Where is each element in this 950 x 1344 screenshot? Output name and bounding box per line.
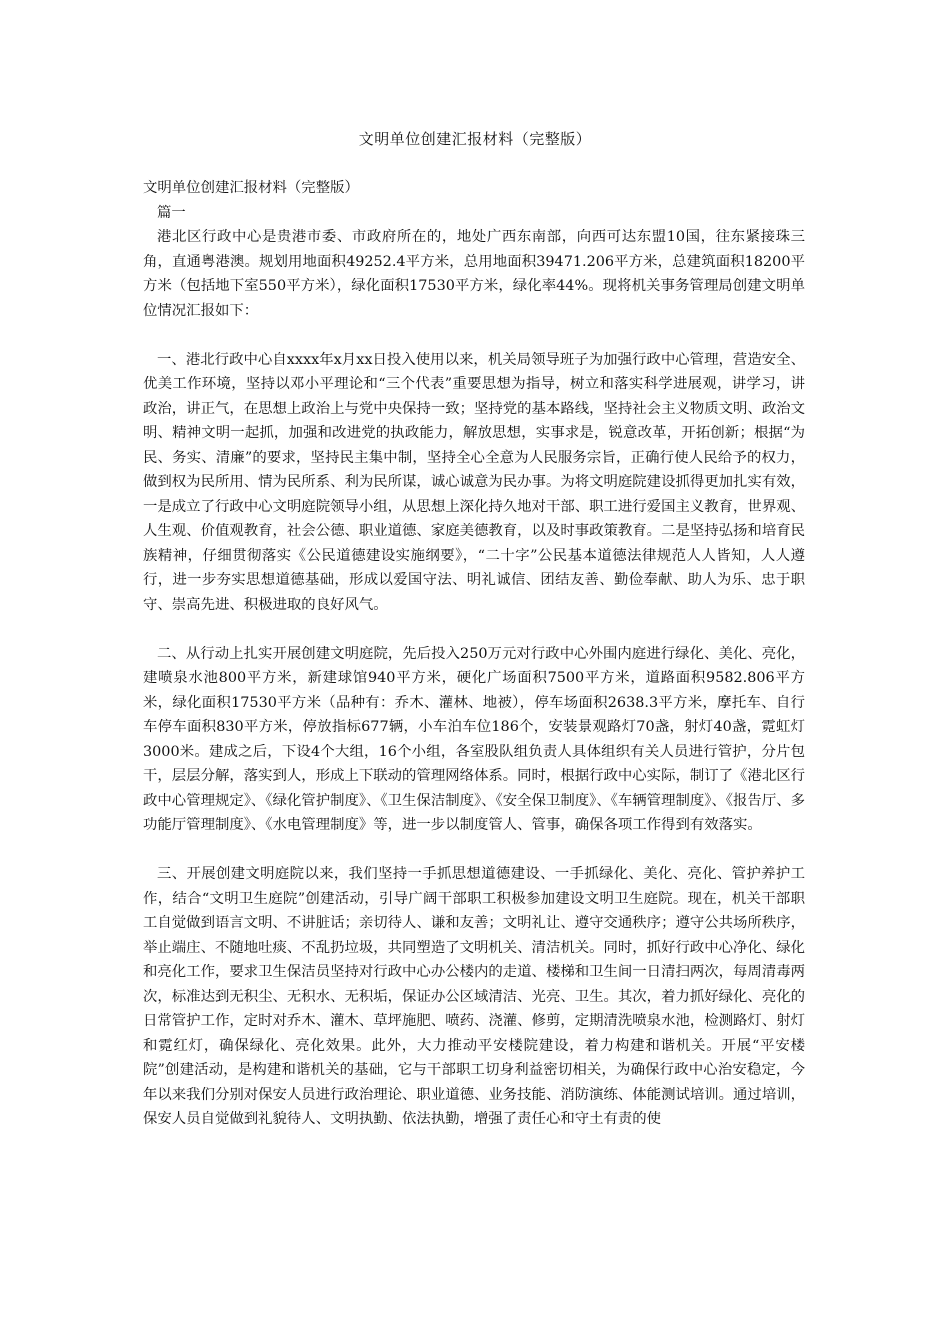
section-label: 篇一 (157, 204, 186, 221)
paragraph-gap (143, 617, 805, 642)
paragraph-gap (143, 838, 805, 863)
document-subtitle: 文明单位创建汇报材料（完整版） (143, 180, 359, 196)
paragraph-intro: 港北区行政中心是贵港市委、市政府所在的，地处广西东南部，向西可达东盟10国，往东紧接珠三角，直通粤港澳。规划用地面积49252.4平方米，总用地面积39471.206平方米，总建筑面积18200平方米（包括地下室550平方米），绿化面积17530平方米，绿化率44%。现将机关事务管理局创建文明单位情况汇报如下： (143, 229, 805, 319)
paragraph-gap (143, 323, 805, 348)
paragraph-section-3: 三、开展创建文明庭院以来，我们坚持一手抓思想道德建设、一手抓绿化、美化、亮化、管护养护工作，结合“文明卫生庭院”创建活动，引导广阔干部职工积极参加建设文明卫生庭院。现在，机关干部职工自觉做到语言文明、不讲脏话；亲切待人、谦和友善；文明礼让、遵守交通秩序；遵守公共场所秩序，举止端庄、不随地吐痰、不乱扔垃圾，共同塑造了文明机关、清洁机关。同时，抓好行政中心净化、绿化和亮化工作，要求卫生保洁员坚持对行政中心办公楼内的走道、楼梯和卫生间一日清扫两次，每周清毒两次，标准达到无积尘、无积水、无积垢，保证办公区域清洁、光亮、卫生。其次，着力抓好绿化、亮化的日常管护工作，定时对乔木、灌木、草坪施肥、喷药、浇灌、修剪，定期清洗喷泉水池，检测路灯、射灯和霓红灯，确保绿化、亮化效果。此外，大力推动平安楼院建设，着力构建和谐机关。开展“平安楼院”创建活动，是构建和谐机关的基础，它与干部职工切身利益密切相关，为确保行政中心治安稳定，今年以来我们分别对保安人员进行政治理论、职业道德、业务技能、消防演练、体能测试培训。通过培训，保安人员自觉做到礼貌待人、文明执勤、依法执勤，增强了责任心和守土有责的使 (143, 866, 805, 1127)
document-body (143, 176, 805, 1132)
paragraph-section-1: 一、港北行政中心自xxxx年x月xx日投入使用以来，机关局领导班子为加强行政中心管理，营造安全、优美工作环境，坚持以邓小平理论和“三个代表”重要思想为指导，树立和落实科学进展观，讲学习，讲政治，讲正气，在思想上政治上与党中央保持一致；坚持党的基本路线，坚持社会主义物质文明、政治文明、精神文明一起抓，加强和改进党的执政能力，解放思想，实事求是，锐意改革，开拓创新；根据“为民、务实、清廉”的要求，坚持民主集中制，坚持全心全意为人民服务宗旨，正确行使人民给予的权力，做到权为民所用、情为民所系、利为民所谋，诚心诚意为民办事。为将文明庭院建设抓得更加扎实有效，一是成立了行政中心文明庭院领导小组，从思想上深化持久地对干部、职工进行爱国主义教育，世界观、人生观、价值观教育，社会公德、职业道德、家庭美德教育，以及时事政策教育。二是坚持弘扬和培育民族精神，仔细贯彻落实《公民道德建设实施纲要》，“二十字”公民基本道德法律规范人人皆知，人人遵行，进一步夯实思想道德基础，形成以爱国守法、明礼诚信、团结友善、勤俭奉献、助人为乐、忠于职守、崇高先进、积极进取的良好风气。 (143, 351, 805, 613)
paragraph-section-2: 二、从行动上扎实开展创建文明庭院，先后投入250万元对行政中心外围内庭进行绿化、美化、亮化，建喷泉水池800平方米，新建球馆940平方米，硬化广场面积7500平方米，道路面积9582.806平方米，绿化面积17530平方米（品种有：乔木、灌林、地被），停车场面积2638.3平方米，摩托车、自行车停车面积830平方米，停放指标677辆，小车泊车位186个，安装景观路灯70盏，射灯40盏，霓虹灯3000米。建成之后，下设4个大组，16个小组，各室股队组负责人具体组织有关人员进行管护，分片包干，层层分解，落实到人，形成上下联动的管理网络体系。同时，根据行政中心实际，制订了《港北区行政中心管理规定》、《绿化管护制度》、《卫生保洁制度》、《安全保卫制度》、《车辆管理制度》、《报告厅、多功能厅管理制度》、《水电管理制度》等，进一步以制度管人、管事，确保各项工作得到有效落实。 (143, 645, 805, 833)
document-title: 文明单位创建汇报材料（完整版） (358, 130, 592, 148)
